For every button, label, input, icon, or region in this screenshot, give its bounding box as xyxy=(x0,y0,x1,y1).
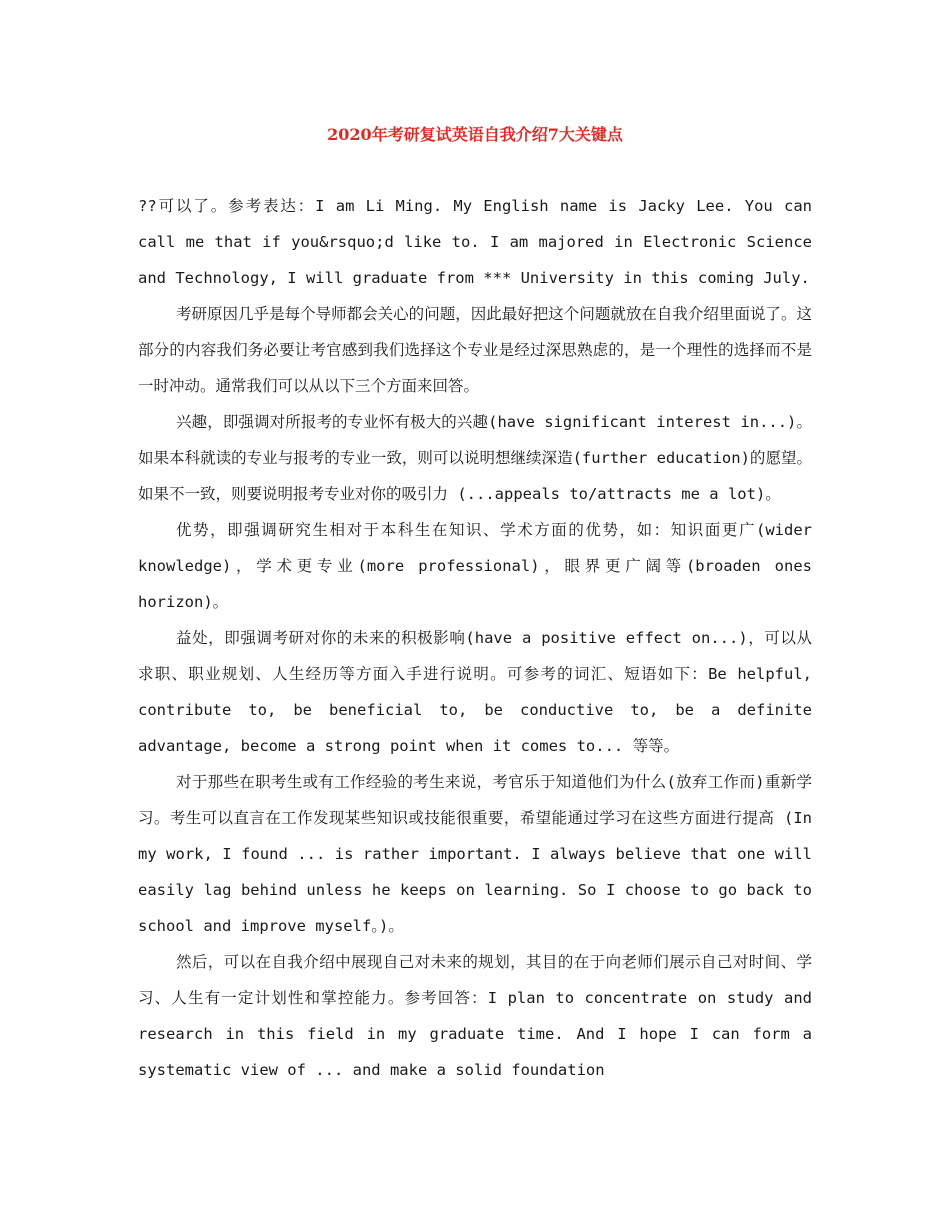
paragraph-interest: 兴趣，即强调对所报考的专业怀有极大的兴趣(have significant interest in...)。如果本科就读的专业与报考的专业一致，则可以说明想继续深造(further education)的愿望。如果不一致，则要说明报考专业对你的吸引力 (...appeals to/attracts me a lot)。 xyxy=(138,413,812,503)
document-body xyxy=(138,188,812,1088)
paragraph-reasons: 考研原因几乎是每个导师都会关心的问题，因此最好把这个问题就放在自我介绍里面说了。这部分的内容我们务必要让考官感到我们选择这个专业是经过深思熟虑的，是一个理性的选择而不是一时冲动。通常我们可以从以下三个方面来回答。 xyxy=(138,305,812,395)
paragraph-intro-example: ??可以了。参考表达：I am Li Ming. My English name is Jacky Lee. You can call me that if you&rsquo;d like to. I am majored in Electronic Science and Technology, I will graduate from *** University in this coming July. xyxy=(138,197,812,287)
paragraph-future-plan: 然后，可以在自我介绍中展现自己对未来的规划，其目的在于向老师们展示自己对时间、学习、人生有一定计划性和掌控能力。参考回答：I plan to concentrate on study and research in this field in my graduate time. And I hope I can form a systematic view of ... and make a solid foundation xyxy=(138,953,812,1079)
page-title: 2020年考研复试英语自我介绍7大关键点 xyxy=(327,125,623,144)
paragraph-benefit: 益处，即强调考研对你的未来的积极影响(have a positive effect on...)，可以从求职、职业规划、人生经历等方面入手进行说明。可参考的词汇、短语如下：Be helpful, contribute to, be beneficial to, be conductive to, be a definite advantage, become a strong point when it comes to... 等等。 xyxy=(138,629,812,755)
paragraph-work-experience: 对于那些在职考生或有工作经验的考生来说，考官乐于知道他们为什么(放弃工作而)重新学习。考生可以直言在工作发现某些知识或技能很重要，希望能通过学习在这些方面进行提高 (In my work, I found ... is rather important. I always believe that one will easily lag behind unless he keeps on learning. So I choose to go back to school and improve myself。)。 xyxy=(138,773,812,935)
paragraph-advantage: 优势，即强调研究生相对于本科生在知识、学术方面的优势，如：知识面更广(wider knowledge)，学术更专业(more professional)，眼界更广阔等(broaden ones horizon)。 xyxy=(138,521,812,611)
